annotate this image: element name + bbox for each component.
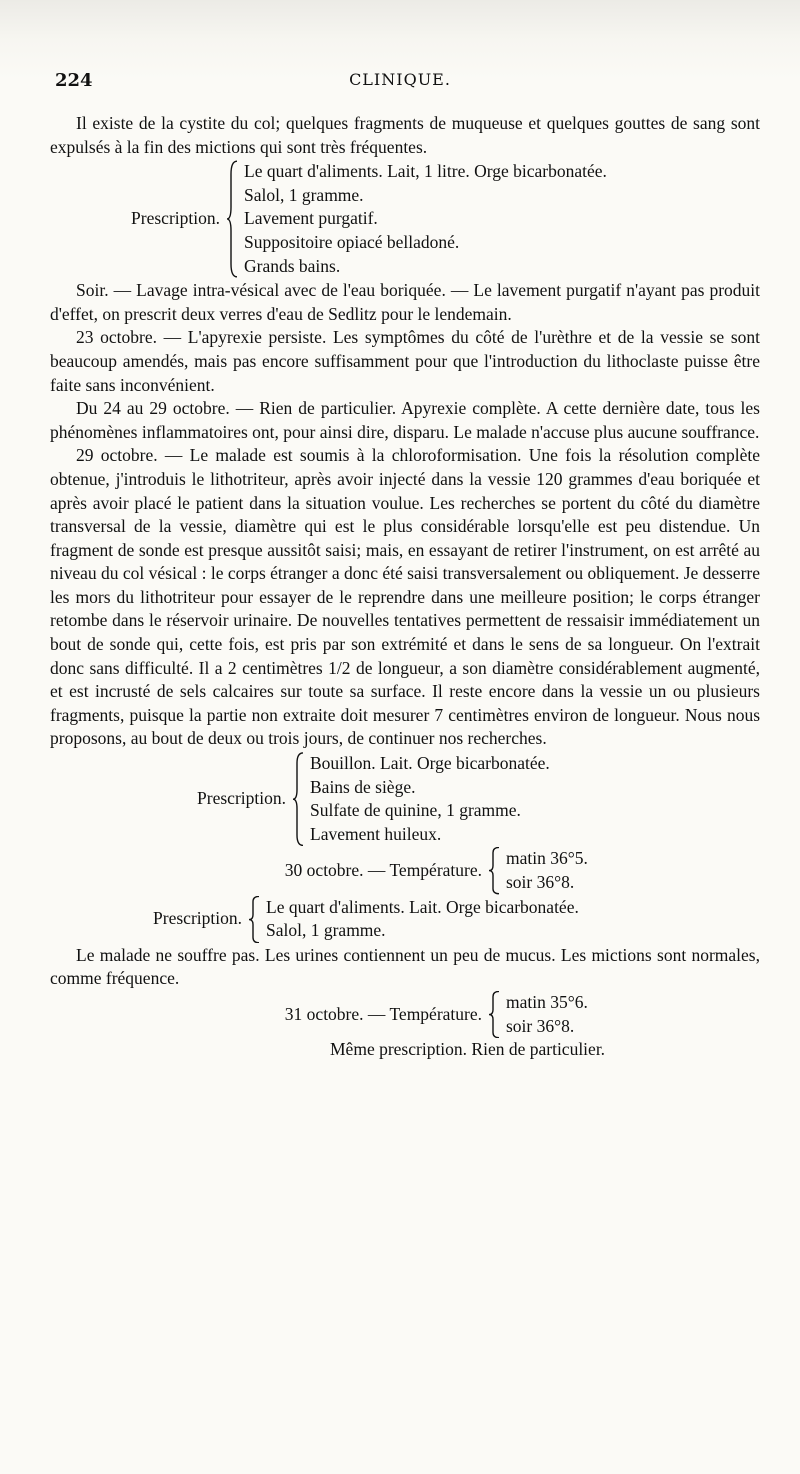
temperature-evening: soir 36°8. (506, 872, 575, 892)
temperature-30-octobre (50, 847, 760, 894)
temperature-morning: matin 35°6. (506, 991, 588, 1012)
prescription-item: Bouillon. Lait. Orge bicarbonatée. (310, 753, 550, 774)
prescription-label: Prescription. (131, 208, 220, 229)
prescription-list (304, 752, 550, 846)
temperature-values (500, 847, 588, 894)
prescription-block-2 (50, 752, 760, 846)
prescription-item: Suppositoire opiacé belladoné. (244, 231, 460, 252)
temperature-morning: matin 36°5. (506, 848, 588, 869)
prescription-block-3 (50, 896, 760, 943)
prescription-list (238, 160, 607, 278)
page-number: 224 (55, 70, 93, 91)
prescription-item: Grands bains. (244, 255, 341, 276)
prescription-item: Salol, 1 gramme. (266, 920, 386, 941)
prescription-item: Lavement purgatif. (244, 208, 378, 229)
page-header (55, 70, 745, 94)
paragraph-cystite: Il existe de la cystite du col; quelques fragments de muqueuse et quelques gouttes de sang sont expulsés à la fin des mictions qui sont très fréquentes. (50, 113, 760, 157)
prescription-item: Le quart d'aliments. Lait, 1 litre. Orge bicarbonatée. (244, 161, 607, 182)
temperature-31-octobre (50, 991, 760, 1038)
prescription-item: Salol, 1 gramme. (244, 184, 364, 205)
page-body (50, 112, 760, 1062)
paragraph-24-29-octobre: Du 24 au 29 octobre. — Rien de particulier. Apyrexie complète. A cette dernière date, tous les phénomènes inflammatoires ont, pour ainsi dire, disparu. Le malade n'accuse plus aucune souffrance. (50, 398, 760, 442)
brace-icon (292, 752, 304, 846)
temperature-label: 31 octobre. — Température. (284, 1003, 482, 1024)
brace-icon (488, 847, 500, 894)
brace-icon (488, 991, 500, 1038)
brace-icon (248, 896, 260, 943)
same-prescription-line: Même prescription. Rien de particulier. (330, 1039, 606, 1060)
temperature-label: 30 octobre. — Température. (284, 860, 482, 881)
paragraph-29-octobre: 29 octobre. — Le malade est soumis à la chloroformisation. Une fois la résolution complète obtenue, j'introduis le lithotriteur, après avoir injecté dans la vessie 120 grammes d'eau boriquée et après avoir placé le patient dans la situation voulue. Les recherches se portent du côté du diamètre transversal de la vessie, diamètre qui est le plus considérable lorsqu'elle est peu distendue. Un fragment de sonde est presque aussitôt saisi; mais, en essayant de retirer l'instrument, on est arrêté au niveau du col vésical : le corps étranger a donc été saisi transversalement ou obliquement. Je desserre les mors du lithotriteur pour essayer de le reprendre dans une meilleure position; le corps étranger retombe dans le réservoir urinaire. De nouvelles tentatives permettent de ressaisir immédiatement un bout de sonde qui, cette fois, est pris par son extrémité et dans le sens de sa longueur. On l'extrait donc sans difficulté. Il a 2 centimètres 1/2 de longueur, a son diamètre considérablement augmenté, et est incrusté de sels calcaires sur toute sa surface. Il reste encore dans la vessie un ou plusieurs fragments, puisque la partie non extraite doit mesurer 7 centimètres environ de longueur. Nous nous proposons, au bout de deux ou trois jours, de continuer nos recherches. (50, 445, 760, 749)
paragraph-soir: Soir. — Lavage intra-vésical avec de l'eau boriquée. — Le lavement purgatif n'ayant pas produit d'effet, on prescrit deux verres d'eau de Sedlitz pour le lendemain. (50, 280, 760, 324)
paragraph-23-octobre: 23 octobre. — L'apyrexie persiste. Les symptômes du côté de l'urèthre et de la vessie se sont beaucoup amendés, mais pas encore suffisamment pour que l'introduction du lithoclaste puisse être faite sans inconvénient. (50, 327, 760, 395)
temperature-values (500, 991, 588, 1038)
prescription-item: Lavement huileux. (310, 823, 442, 844)
prescription-item: Le quart d'aliments. Lait. Orge bicarbonatée. (266, 896, 579, 917)
brace-icon (226, 160, 238, 278)
prescription-label: Prescription. (153, 908, 242, 929)
temperature-evening: soir 36°8. (506, 1015, 575, 1036)
prescription-label: Prescription. (197, 788, 286, 809)
paragraph-malade: Le malade ne souffre pas. Les urines contiennent un peu de mucus. Les mictions sont normales, comme fréquence. (50, 944, 760, 989)
prescription-block-1 (50, 160, 760, 278)
prescription-item: Sulfate de quinine, 1 gramme. (310, 800, 521, 821)
prescription-item: Bains de siège. (310, 776, 416, 797)
running-title: CLINIQUE. (349, 70, 451, 89)
prescription-list (260, 896, 579, 943)
